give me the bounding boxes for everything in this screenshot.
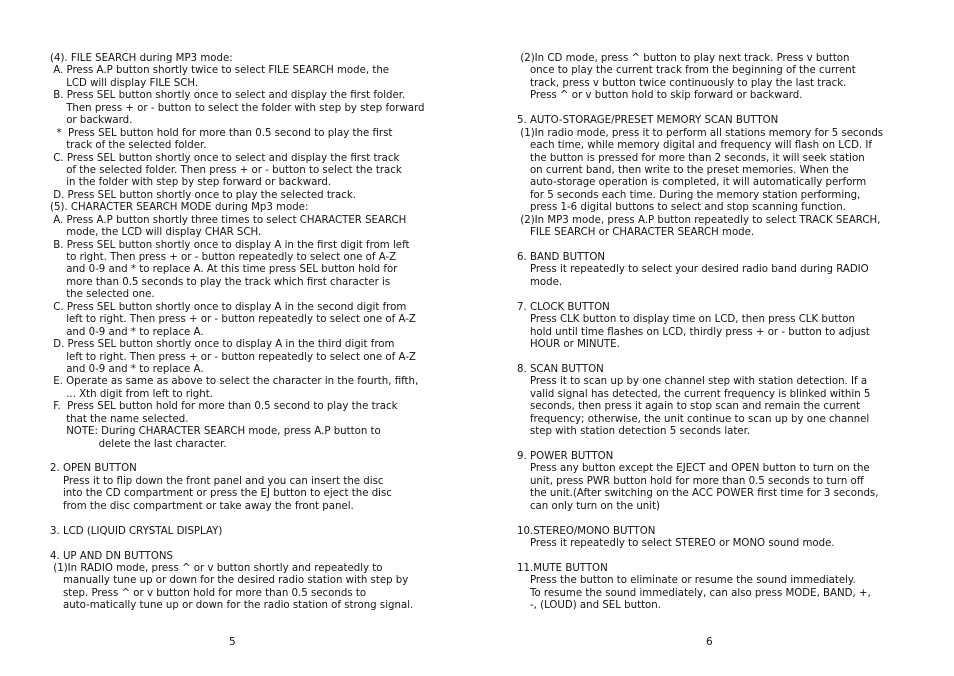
blank-line [517,103,937,115]
text-line: can only turn on the unit) [517,500,661,512]
text-line: Press it repeatedly to select STEREO or MONO sound mode. [517,538,835,550]
blank-line [50,451,470,463]
text-line: LCD will display FILE SCH. [50,77,199,89]
text-line: left to right. Then press + or - button repeatedly to select one of A-Z [50,351,416,363]
text-line: E. Operate as same as above to select the character in the fourth, fifth, [50,376,419,388]
text-line: 8. SCAN BUTTON [517,363,604,375]
text-line: the button is pressed for more than 2 seconds, it will seek station [517,152,865,164]
text-line: once to play the current track from the beginning of the current [517,65,856,77]
text-line: or backward. [50,115,133,127]
text-line: 11.MUTE BUTTON [517,562,608,574]
text-line: 9. POWER BUTTON [517,451,614,462]
text-line: the unit.(After switching on the ACC POWER first time for 3 seconds, [517,488,879,500]
text-line: (5). CHARACTER SEARCH MODE during Mp3 mode: [50,202,309,214]
text-line: of the selected folder. Then press + or - button to select the track [50,164,402,176]
blank-line [517,439,937,451]
right-page-text [517,53,937,613]
page-number-left: 5 [229,636,236,648]
text-line: left to right. Then press + or - button repeatedly to select one of A-Z [50,314,416,326]
text-line: ... Xth digit from left to right. [50,388,213,400]
text-line: unit, press PWR button hold for more than 0.5 seconds to turn off [517,475,864,487]
text-line: 6. BAND BUTTON [517,252,605,263]
text-line: 4. UP AND DN BUTTONS [50,550,173,562]
text-line: from the disc compartment or take away the front panel. [50,500,354,512]
blank-line [517,551,937,563]
text-line: 3. LCD (LIQUID CRYSTAL DISPLAY) [50,525,223,537]
text-line: F. Press SEL button hold for more than 0.5 second to play the track [50,401,398,413]
blank-line [517,240,937,252]
text-line: the selected one. [50,289,155,301]
text-line: into the CD compartment or press the EJ button to eject the disc [50,488,392,500]
text-line: mode. [517,276,563,288]
text-line: D. Press SEL button shortly once to play the selected track. [50,189,356,201]
text-line: A. Press A.P button shortly three times to select CHARACTER SEARCH [50,214,407,226]
text-line: to right. Then press + or - button repeatedly to select one of A-Z [50,252,397,263]
text-line: 2. OPEN BUTTON [50,463,137,475]
blank-line [50,513,470,525]
text-line: (4). FILE SEARCH during MP3 mode: [50,53,233,64]
text-line: in the folder with step by step forward or backward. [50,177,332,189]
blank-line [517,513,937,525]
text-line: manually tune up or down for the desired radio station with step by [50,575,409,587]
text-line: D. Press SEL button shortly once to display A in the third digit from [50,339,395,351]
text-line: (1)In RADIO mode, press ^ or v button shortly and repeatedly to [50,562,383,574]
text-line: press 1-6 digital buttons to select and stop scanning function. [517,202,846,214]
text-line: 7. CLOCK BUTTON [517,301,610,313]
text-line: Press CLK button to display time on LCD, then press CLK button [517,314,855,326]
text-line: Press the button to eliminate or resume the sound immediately. [517,575,856,587]
left-page-text [50,53,470,613]
text-line: Then press + or - button to select the folder with step by step forward [50,102,425,114]
text-line: track, press v button twice continuously to play the last track. [517,77,847,89]
text-line: Press it to flip down the front panel and you can insert the disc [50,475,384,487]
text-line: (2)In MP3 mode, press A.P button repeatedly to select TRACK SEARCH, [517,214,881,226]
text-line: hold until time flashes on LCD, thirdly press + or - button to adjust [517,326,870,338]
text-line: auto-matically tune up or down for the radio station of strong signal. [50,600,414,612]
text-line: B. Press SEL button shortly once to display A in the first digit from left [50,239,410,251]
text-line: each time, while memory digital and frequency will flash on LCD. If [517,140,873,152]
text-line: mode, the LCD will display CHAR SCH. [50,227,262,239]
text-line: seconds, then press it again to stop scan and remain the current [517,401,861,413]
text-line: step with station detection 5 seconds later. [517,426,751,438]
text-line: A. Press A.P button shortly twice to select FILE SEARCH mode, the [50,65,390,77]
blank-line [50,538,470,550]
text-line: FILE SEARCH or CHARACTER SEARCH mode. [517,227,755,239]
text-line: for 5 seconds each time. During the memory station performing, [517,189,861,201]
text-line: C. Press SEL button shortly once to display A in the second digit from [50,301,407,313]
text-line: Press it to scan up by one channel step with station detection. If a [517,376,868,388]
text-line: Press ^ or v button hold to skip forward or backward. [517,90,803,102]
text-line: and 0-9 and * to replace A. [50,326,204,338]
text-line: delete the last character. [50,438,227,450]
text-line: (1)In radio mode, press it to perform all stations memory for 5 seconds [517,127,884,139]
text-line: on current band, then write to the preset memories. When the [517,164,849,176]
text-line: To resume the sound immediately, can also press MODE, BAND, +, [517,587,871,599]
text-line: NOTE: During CHARACTER SEARCH mode, press A.P button to [50,426,381,438]
text-line: Press it repeatedly to select your desired radio band during RADIO [517,264,869,276]
text-line: 10.STEREO/MONO BUTTON [517,525,656,537]
text-line: (2)In CD mode, press ^ button to play next track. Press v button [517,53,850,64]
text-line: frequency; otherwise, the unit continue to scan up by one channel [517,413,870,425]
text-line: and 0-9 and * to replace A. [50,363,204,375]
text-line: -, (LOUD) and SEL button. [517,600,661,612]
text-line: Press any button except the EJECT and OPEN button to turn on the [517,463,870,475]
text-line: step. Press ^ or v button hold for more than 0.5 seconds to [50,587,367,599]
blank-line [517,289,937,301]
text-line: C. Press SEL button shortly once to select and display the first track [50,152,400,164]
text-line: HOUR or MINUTE. [517,339,620,351]
blank-line [517,352,937,364]
text-line: B. Press SEL button shortly once to select and display the first folder. [50,90,406,102]
text-line: that the name selected. [50,413,189,425]
text-line: auto-storage operation is completed, it will automatically perform [517,177,867,189]
text-line: 5. AUTO-STORAGE/PRESET MEMORY SCAN BUTTON [517,115,779,127]
text-line: * Press SEL button hold for more than 0.5 second to play the first [50,127,393,139]
text-line: track of the selected folder. [50,140,207,152]
text-line: more than 0.5 seconds to play the track which first character is [50,276,391,288]
text-line: and 0-9 and * to replace A. At this time press SEL button hold for [50,264,398,276]
page-number-right: 6 [706,636,713,648]
text-line: valid signal has detected, the current frequency is blinked within 5 [517,388,871,400]
